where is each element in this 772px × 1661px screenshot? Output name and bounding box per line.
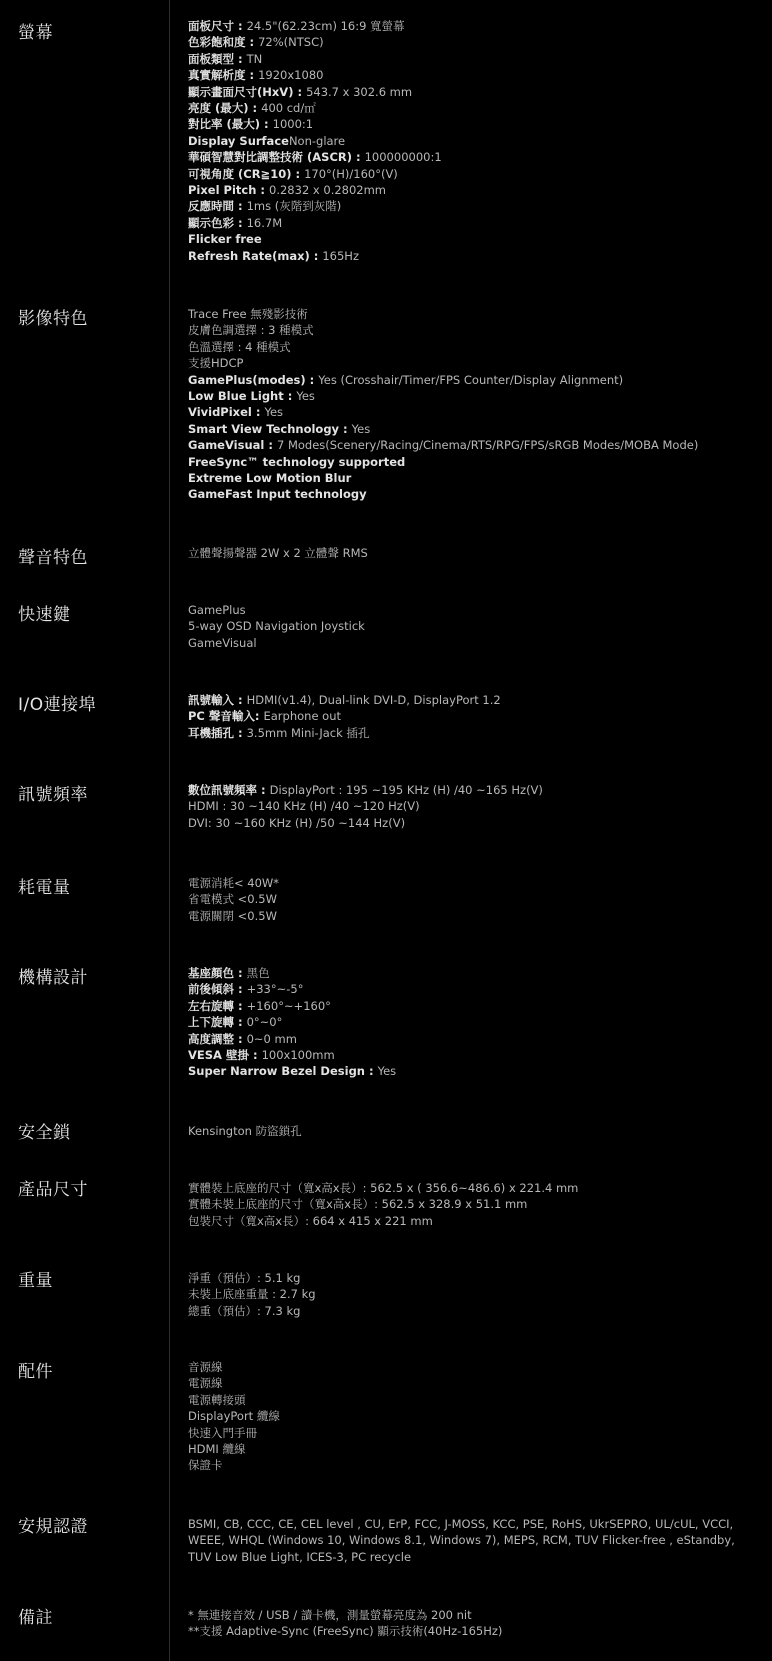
spec-line <box>188 1516 748 1565</box>
spec-value: 1ms (灰階到灰階) <box>246 199 342 214</box>
section-label: 配件 <box>18 1362 53 1382</box>
spec-line <box>188 486 748 502</box>
spec-line <box>188 404 748 420</box>
spec-line <box>188 618 748 634</box>
spec-line <box>188 198 748 214</box>
column-divider <box>169 0 170 1661</box>
spec-key: 顯示畫面尺寸(HxV) : <box>188 84 307 99</box>
spec-line <box>188 231 748 247</box>
section-content <box>188 692 748 741</box>
spec-line <box>188 149 748 165</box>
spec-line <box>188 1063 748 1079</box>
spec-line <box>188 692 748 708</box>
spec-line <box>188 1623 748 1639</box>
spec-value: 皮膚色調選擇 : 3 種模式 <box>188 323 314 338</box>
spec-line <box>188 998 748 1014</box>
spec-key: 反應時間 : <box>188 199 247 214</box>
spec-value: BSMI, CB, CCC, CE, CEL level , CU, ErP, FCC, J-MOSS, KCC, PSE, RoHS, UkrSEPRO, UL/cUL, VCCI, WEEE, WHQL (Windows 10, Windows 8.1, Windows 7), MEPS, RCM, TUV Flicker-free , eStandby, TUV Low Blue Light, ICES-3, PC recycle <box>188 1517 735 1564</box>
spec-line <box>188 602 748 618</box>
spec-key: 數位訊號頻率 : <box>188 783 270 797</box>
section-label: 產品尺寸 <box>18 1180 88 1200</box>
spec-line <box>188 322 748 338</box>
spec-value: 543.7 x 302.6 mm <box>306 84 413 99</box>
spec-line <box>188 1180 748 1196</box>
spec-key: 訊號輸入 : <box>188 693 247 707</box>
spec-line <box>188 908 748 924</box>
spec-key: GameVisual : <box>188 438 277 453</box>
spec-key: VividPixel : <box>188 405 265 420</box>
spec-line <box>188 1196 748 1212</box>
spec-key: Extreme Low Motion Blur <box>188 471 352 486</box>
spec-value: 電源線 <box>188 1376 223 1391</box>
spec-value: TN <box>246 51 263 66</box>
section-label: 安規認證 <box>18 1517 88 1537</box>
spec-key: Super Narrow Bezel Design : <box>188 1064 378 1079</box>
spec-line <box>188 1408 748 1424</box>
spec-line <box>188 470 748 486</box>
spec-value: 16.7M <box>246 215 283 230</box>
spec-value: 電源消耗< 40W* <box>188 876 280 890</box>
spec-key: 前後傾斜 : <box>188 982 247 997</box>
spec-key: 華碩智慧對比調整技術 (ASCR) : <box>188 150 365 165</box>
spec-line <box>188 875 748 891</box>
spec-key: 面板尺寸 : <box>188 19 247 33</box>
spec-line <box>188 965 748 981</box>
spec-line <box>188 67 748 83</box>
spec-value: 包裝尺寸（寬x高x長）: 664 x 415 x 221 mm <box>188 1213 433 1228</box>
spec-value: 100000000:1 <box>364 150 442 165</box>
spec-line <box>188 1303 748 1319</box>
spec-key: 上下旋轉 : <box>188 1015 247 1030</box>
spec-key: 對比率 (最大) : <box>188 117 273 132</box>
spec-value: GamePlus <box>188 603 246 617</box>
spec-value: 快速入門手冊 <box>188 1425 257 1440</box>
section-label: 訊號頻率 <box>18 785 88 805</box>
spec-line <box>188 84 748 100</box>
spec-line <box>188 545 748 561</box>
spec-value: Earphone out <box>263 709 342 724</box>
section-content <box>188 1359 748 1474</box>
spec-key: 基座顏色 : <box>188 966 247 980</box>
spec-key: 亮度 (最大) : <box>188 101 262 116</box>
section-label: 快速鍵 <box>18 605 71 625</box>
spec-line <box>188 1457 748 1473</box>
section-content <box>188 1607 748 1640</box>
section-label: 備註 <box>18 1608 53 1628</box>
spec-value: 總重（預估）: 7.3 kg <box>188 1303 301 1318</box>
section-content <box>188 782 748 831</box>
spec-value: 3.5mm Mini-Jack 插孔 <box>246 725 370 740</box>
spec-line <box>188 891 748 907</box>
spec-key: Flicker free <box>188 232 262 247</box>
spec-key: 顯示色彩 : <box>188 215 247 230</box>
spec-value: 1920x1080 <box>258 68 324 83</box>
spec-value: 0°~0° <box>246 1015 283 1030</box>
spec-line <box>188 1607 748 1623</box>
spec-value: 7 Modes(Scenery/Racing/Cinema/RTS/RPG/FPS/sRGB Modes/MOBA Mode) <box>276 438 699 453</box>
spec-value: **支援 Adaptive-Sync (FreeSync) 顯示技術(40Hz-165Hz) <box>188 1624 503 1639</box>
spec-value: 音源線 <box>188 1360 223 1374</box>
spec-line <box>188 306 748 322</box>
spec-key: 色彩飽和度 : <box>188 35 259 50</box>
spec-line <box>188 133 748 149</box>
spec-value: 未裝上底座重量 : 2.7 kg <box>188 1287 316 1302</box>
spec-value: 實體未裝上底座的尺寸（寬x高x長）: 562.5 x 328.9 x 51.1 mm <box>188 1197 528 1212</box>
section-content <box>188 602 748 651</box>
spec-value: 省電模式 <0.5W <box>188 892 277 907</box>
spec-line <box>188 1359 748 1375</box>
spec-line <box>188 1441 748 1457</box>
spec-value: HDMI 纜線 <box>188 1442 246 1457</box>
spec-line <box>188 981 748 997</box>
spec-line <box>188 1392 748 1408</box>
spec-key: 真實解析度 : <box>188 68 259 83</box>
spec-value: Yes <box>351 421 371 436</box>
spec-line <box>188 339 748 355</box>
spec-line <box>188 708 748 724</box>
spec-value: Yes <box>264 405 284 420</box>
spec-line <box>188 372 748 388</box>
spec-value: 400 cd/㎡ <box>261 101 316 116</box>
spec-line <box>188 1375 748 1391</box>
spec-value: 色溫選擇 : 4 種模式 <box>188 339 291 354</box>
spec-key: Display Surface <box>188 133 289 148</box>
spec-value: Kensington 防盜鎖孔 <box>188 1124 302 1138</box>
spec-key: Refresh Rate(max) : <box>188 248 323 263</box>
section-content <box>188 875 748 924</box>
spec-line <box>188 51 748 67</box>
section-label: 耗電量 <box>18 878 71 898</box>
spec-key: 左右旋轉 : <box>188 998 247 1013</box>
spec-line <box>188 1270 748 1286</box>
spec-value: 黑色 <box>246 966 270 980</box>
spec-key: Low Blue Light : <box>188 389 297 404</box>
spec-value: Yes (Crosshair/Timer/FPS Counter/Display Alignment) <box>318 372 624 387</box>
spec-line <box>188 1286 748 1302</box>
spec-line <box>188 166 748 182</box>
spec-key: PC 聲音輸入: <box>188 709 264 724</box>
spec-line <box>188 798 748 814</box>
spec-value: GameVisual <box>188 635 257 650</box>
spec-value: Yes <box>296 389 315 404</box>
spec-line <box>188 1123 748 1139</box>
spec-value: 165Hz <box>322 248 359 263</box>
spec-line <box>188 421 748 437</box>
spec-value: 電源關閉 <0.5W <box>188 908 277 923</box>
section-label: 螢幕 <box>18 23 53 43</box>
spec-value: 實體裝上底座的尺寸（寬x高x長）: 562.5 x ( 356.6~486.6) x 221.4 mm <box>188 1181 579 1195</box>
spec-line <box>188 454 748 470</box>
spec-line <box>188 782 748 798</box>
spec-key: GamePlus(modes) : <box>188 372 319 387</box>
spec-value: 支援HDCP <box>188 356 244 371</box>
spec-key: GameFast Input technology <box>188 487 367 502</box>
spec-value: 170°(H)/160°(V) <box>304 166 398 181</box>
spec-line <box>188 100 748 116</box>
spec-line <box>188 1047 748 1063</box>
section-content <box>188 1270 748 1319</box>
spec-value: 24.5"(62.23cm) 16:9 寬螢幕 <box>246 19 405 33</box>
spec-value: 1000:1 <box>272 117 314 132</box>
spec-key: 耳機插孔 : <box>188 725 247 740</box>
spec-value: +160°~+160° <box>246 998 331 1013</box>
spec-value: 100x100mm <box>261 1048 335 1063</box>
spec-line <box>188 725 748 741</box>
spec-line <box>188 18 748 34</box>
section-label: 機構設計 <box>18 968 88 988</box>
spec-value: DisplayPort : 195 ~195 KHz (H) /40 ~165 Hz(V) <box>269 783 543 797</box>
spec-value: HDMI : 30 ~140 KHz (H) /40 ~120 Hz(V) <box>188 799 420 814</box>
spec-line <box>188 437 748 453</box>
spec-value: * 無連接音效 / USB / 讀卡機，測量螢幕亮度為 200 nit <box>188 1608 472 1622</box>
spec-line <box>188 355 748 371</box>
spec-value: DVI: 30 ~160 KHz (H) /50 ~144 Hz(V) <box>188 815 406 830</box>
spec-value: 立體聲揚聲器 2W x 2 立體聲 RMS <box>188 546 368 560</box>
spec-key: 可視角度 (CR≧10) : <box>188 166 305 181</box>
section-content <box>188 306 748 503</box>
section-content <box>188 18 748 264</box>
spec-value: 電源轉接頭 <box>188 1392 246 1407</box>
section-content <box>188 1123 748 1139</box>
spec-line <box>188 1014 748 1030</box>
spec-line <box>188 248 748 264</box>
spec-value: 0~0 mm <box>246 1031 297 1046</box>
spec-value: 5-way OSD Navigation Joystick <box>188 619 365 634</box>
spec-value: +33°~-5° <box>246 982 304 997</box>
spec-key: 高度調整 : <box>188 1031 247 1046</box>
spec-value: 72%(NTSC) <box>258 35 324 50</box>
spec-key: VESA 壁掛 : <box>188 1048 262 1063</box>
spec-line <box>188 1213 748 1229</box>
spec-line <box>188 182 748 198</box>
spec-line <box>188 635 748 651</box>
spec-line <box>188 1031 748 1047</box>
spec-value: 淨重（預估）: 5.1 kg <box>188 1271 301 1285</box>
spec-line <box>188 1425 748 1441</box>
section-content <box>188 545 748 561</box>
spec-value: Non-glare <box>288 133 346 148</box>
section-content <box>188 965 748 1080</box>
spec-value: 保證卡 <box>188 1458 223 1473</box>
spec-line <box>188 215 748 231</box>
spec-line <box>188 388 748 404</box>
spec-key: 面板類型 : <box>188 51 247 66</box>
spec-value: Yes <box>377 1064 397 1079</box>
section-label: 影像特色 <box>18 309 88 329</box>
spec-line <box>188 34 748 50</box>
spec-value: 0.2832 x 0.2802mm <box>269 183 387 198</box>
spec-value: DisplayPort 纜線 <box>188 1409 280 1424</box>
spec-line <box>188 116 748 132</box>
spec-key: FreeSync™ technology supported <box>188 454 406 469</box>
section-label: 聲音特色 <box>18 548 88 568</box>
section-label: 重量 <box>18 1271 53 1291</box>
spec-key: Smart View Technology : <box>188 421 352 436</box>
section-label: I/O連接埠 <box>18 695 97 715</box>
spec-line <box>188 815 748 831</box>
section-label: 安全鎖 <box>18 1123 71 1143</box>
spec-value: HDMI(v1.4), Dual-link DVI-D, DisplayPort 1.2 <box>246 693 501 707</box>
spec-value: Trace Free 無殘影技術 <box>188 307 308 321</box>
section-content <box>188 1180 748 1229</box>
section-content <box>188 1516 748 1565</box>
spec-key: Pixel Pitch : <box>188 183 270 198</box>
